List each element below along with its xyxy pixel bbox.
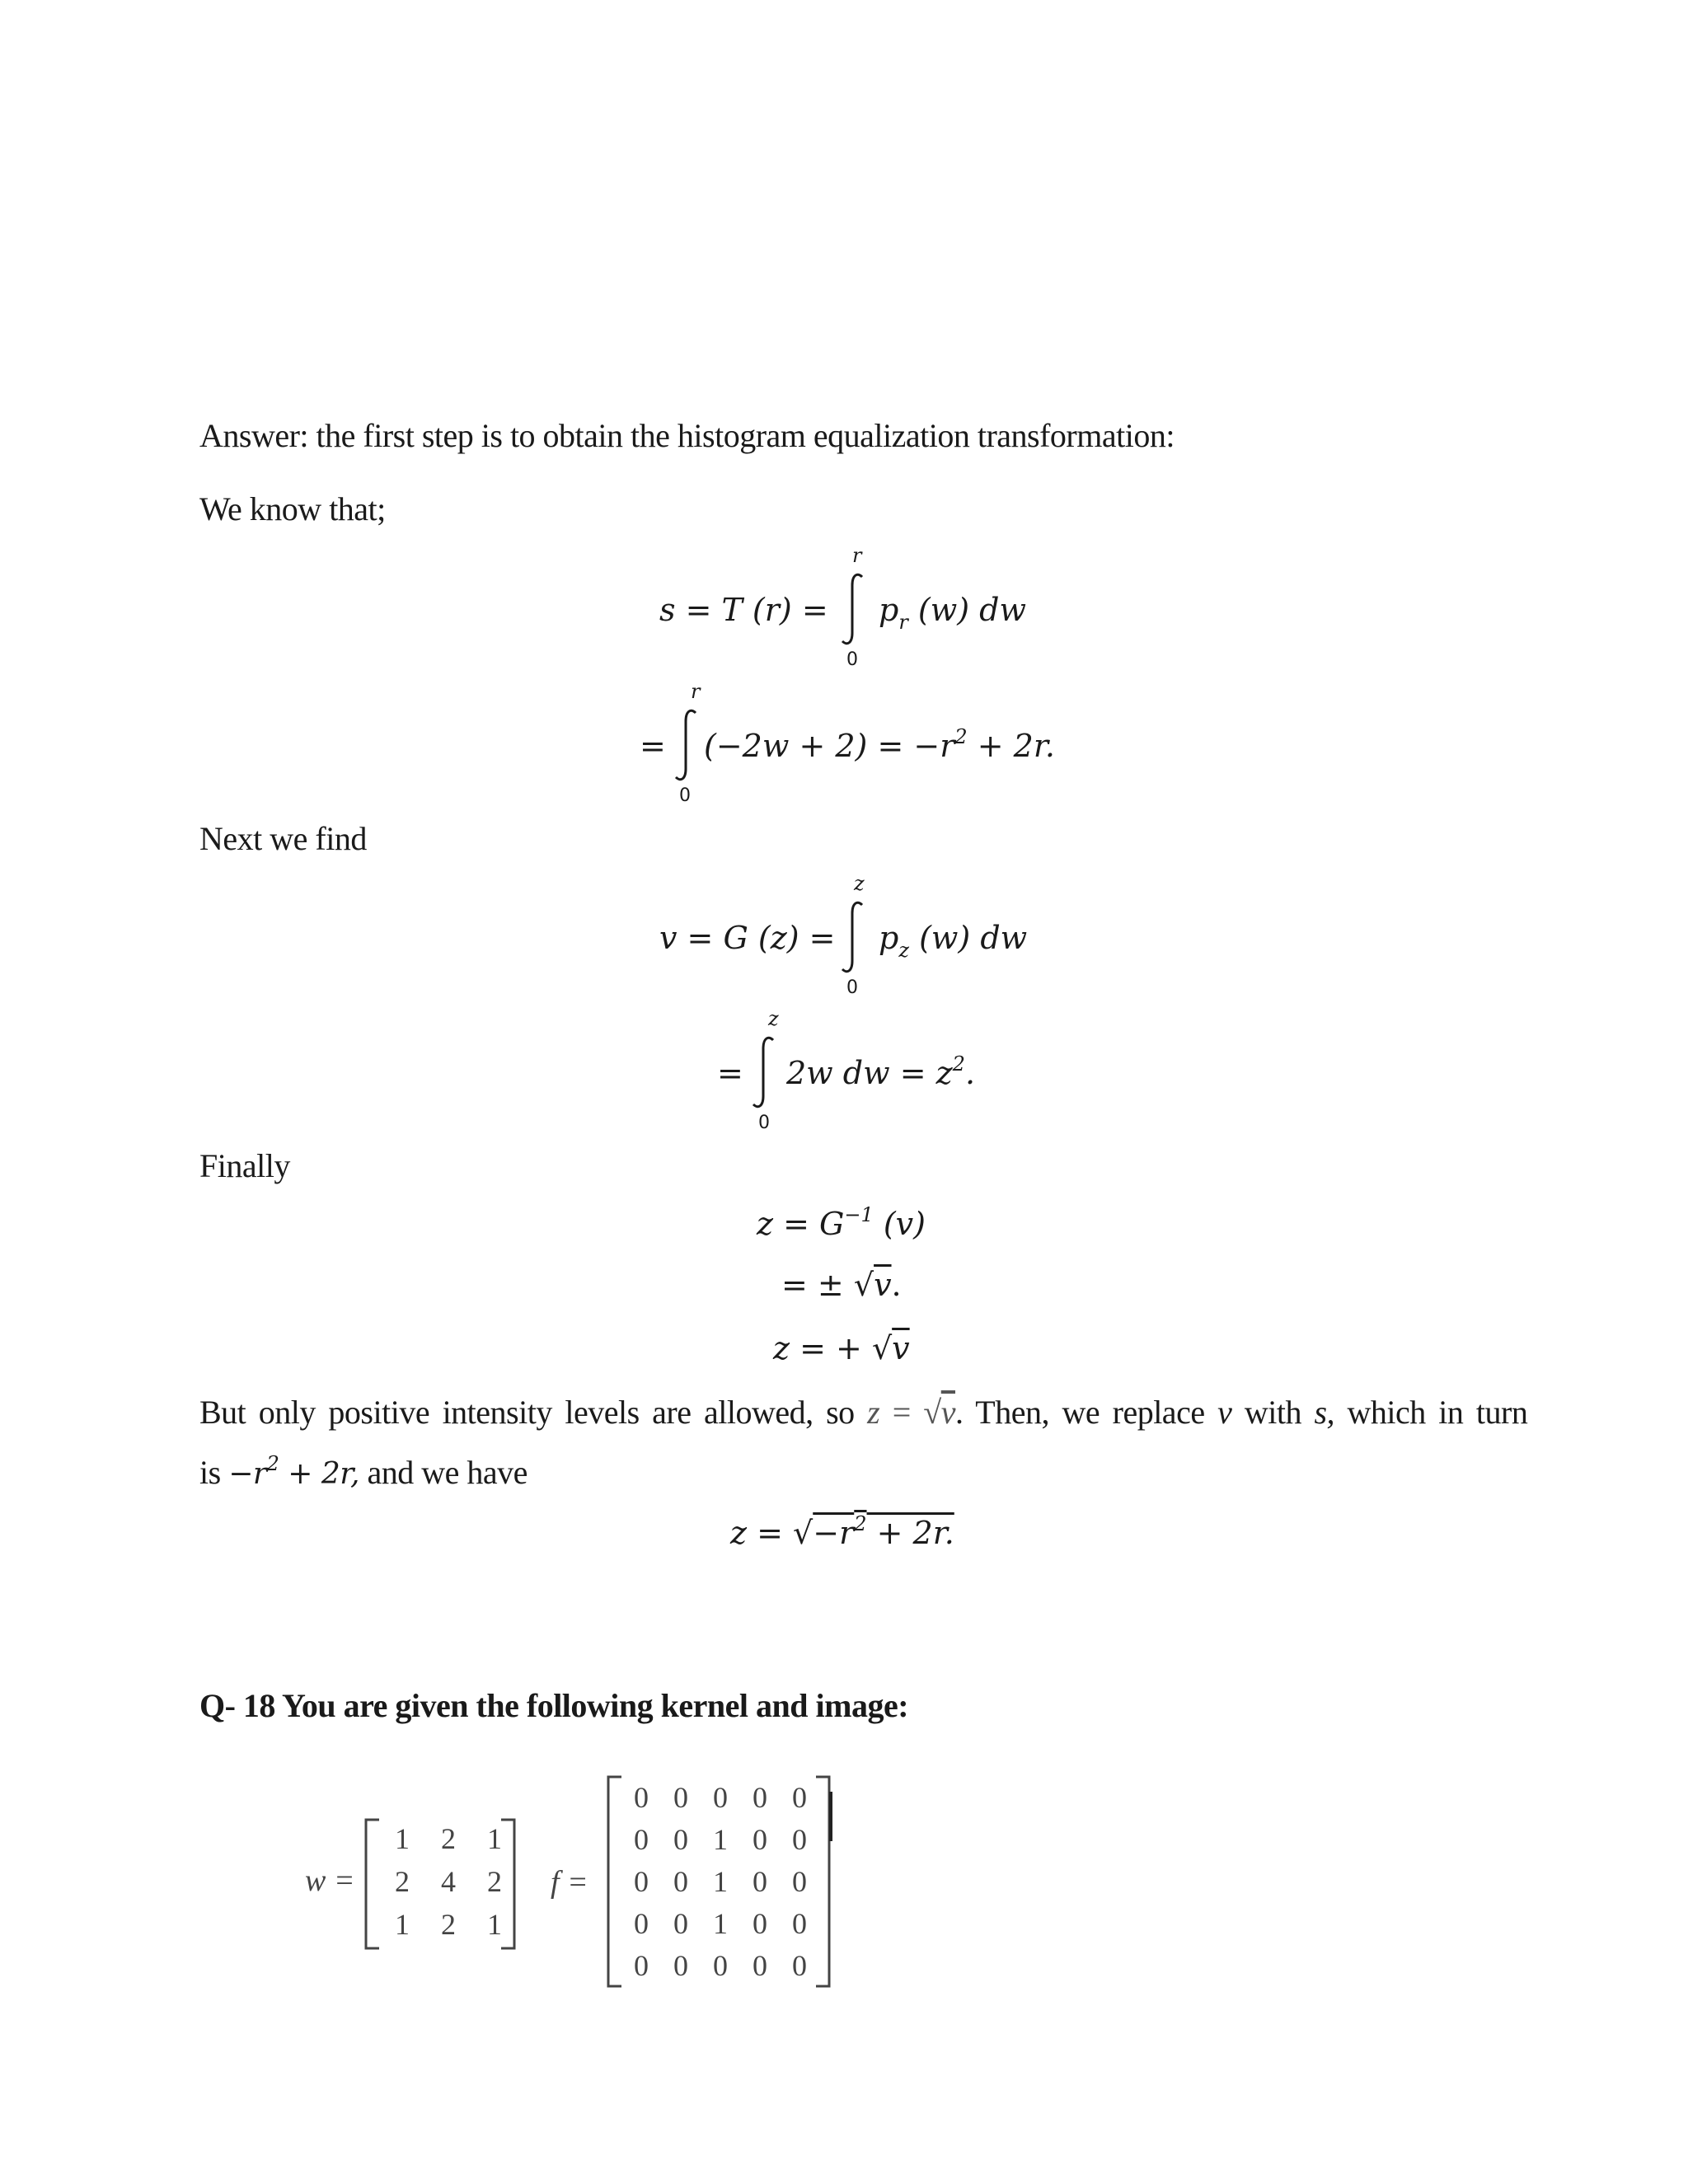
- we-know-text: We know that;: [199, 490, 386, 527]
- kernel-cell: 1: [395, 1822, 410, 1855]
- kernel-cell: 4: [441, 1865, 456, 1898]
- image-cell: 0: [634, 1907, 649, 1940]
- integral-sign-icon: [839, 572, 869, 646]
- kernel-cell: 2: [441, 1908, 456, 1941]
- image-cell: 0: [673, 1823, 688, 1856]
- kernel-cells: [379, 1821, 503, 1945]
- kernel-cell: 2: [441, 1822, 456, 1855]
- image-cell: 0: [634, 1949, 649, 1982]
- eq1-lhs: s = T (r) =: [659, 592, 828, 628]
- eq4-body: 2w dw = $z^2$.: [786, 1052, 976, 1091]
- equation-8: $z = √-r^2 + 2r$.: [730, 1512, 954, 1551]
- image-cell: 0: [753, 1865, 767, 1898]
- finally-text: Finally: [199, 1147, 290, 1184]
- image-cell: 0: [713, 1781, 728, 1814]
- but-only-text: But only positive intensity levels are allowed, so z = √v. Then, we replace v with s, which in turn: [199, 1394, 1528, 1431]
- image-cell: 0: [713, 1949, 728, 1982]
- image-cell: 0: [673, 1781, 688, 1814]
- image-cells: [621, 1780, 819, 1986]
- eq2-lower-limit: 0: [679, 785, 691, 806]
- question-18-heading: Q- 18 You are given the following kernel and image:: [199, 1687, 909, 1724]
- image-cell: 0: [753, 1949, 767, 1982]
- kernel-cell: 1: [395, 1908, 410, 1941]
- image-cell: 0: [792, 1823, 807, 1856]
- eq3-integrand: $p_z$ (w) dw: [879, 920, 1028, 962]
- image-cell: 0: [753, 1907, 767, 1940]
- image-cell: 0: [673, 1865, 688, 1898]
- eq2-body: $(-2w + 2) = -r^2 + 2r$.: [704, 725, 1055, 764]
- equation-1: [659, 544, 1071, 676]
- kernel-matrix: [305, 1813, 519, 1953]
- equation-6: = ± √v.: [781, 1267, 902, 1303]
- kernel-cell: 1: [487, 1822, 502, 1855]
- equation-4: [717, 1007, 1047, 1139]
- image-cell: 0: [673, 1907, 688, 1940]
- equation-2: [640, 680, 1068, 812]
- image-cell: 0: [673, 1949, 688, 1982]
- image-matrix: [551, 1770, 847, 1993]
- image-cell: 1: [713, 1823, 728, 1856]
- equation-5: $z = G^{-1}$ (v): [757, 1203, 926, 1242]
- eq2-upper-limit: r: [691, 680, 701, 703]
- is-line-text: is $-r^2 + 2r$, and we have: [199, 1452, 528, 1491]
- image-cell: 1: [713, 1907, 728, 1940]
- image-cell: 0: [753, 1823, 767, 1856]
- integral-sign-icon: [673, 708, 702, 782]
- integral-sign-icon: [839, 900, 869, 974]
- eq3-upper-limit: z: [854, 872, 865, 895]
- kernel-cell: 1: [487, 1908, 502, 1941]
- image-cell: 0: [792, 1949, 807, 1982]
- eq2-lhs: =: [640, 728, 666, 764]
- equation-3: [659, 872, 1071, 1004]
- eq1-upper-limit: r: [852, 544, 862, 567]
- kernel-label: w =: [305, 1863, 355, 1898]
- image-cell: 0: [792, 1781, 807, 1814]
- image-cell: 0: [634, 1781, 649, 1814]
- image-cell: 0: [792, 1907, 807, 1940]
- equation-7: z = + √v: [773, 1330, 910, 1366]
- integral-sign-icon: [750, 1035, 780, 1109]
- kernel-cell: 2: [395, 1865, 410, 1898]
- image-label: f =: [551, 1865, 588, 1900]
- image-cell: 0: [753, 1781, 767, 1814]
- eq1-lower-limit: 0: [846, 649, 858, 670]
- image-cell: 0: [634, 1865, 649, 1898]
- eq4-lower-limit: 0: [758, 1113, 770, 1133]
- eq4-lhs: =: [717, 1055, 743, 1091]
- answer-intro: Answer: the first step is to obtain the histogram equalization transformation:: [199, 417, 1175, 454]
- eq1-integrand: $p_r$ (w) dw: [879, 592, 1026, 634]
- eq3-lhs: v = G (z) =: [659, 920, 836, 956]
- image-cell: 1: [713, 1865, 728, 1898]
- image-cell: 0: [792, 1865, 807, 1898]
- eq4-upper-limit: z: [768, 1007, 779, 1030]
- kernel-cell: 2: [487, 1865, 502, 1898]
- image-cell: 0: [634, 1823, 649, 1856]
- eq3-lower-limit: 0: [846, 977, 858, 998]
- next-find-text: Next we find: [199, 820, 367, 857]
